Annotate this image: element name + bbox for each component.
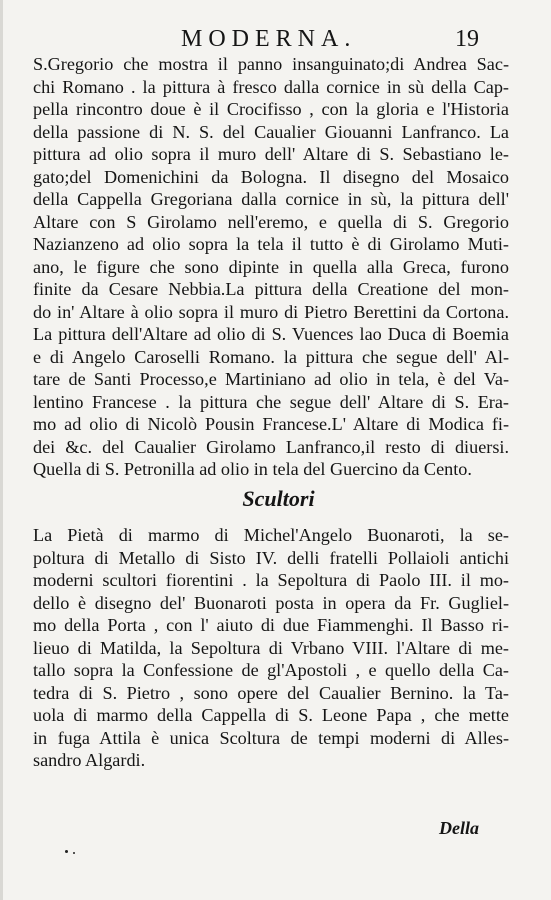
text-line: ano, le figure che sono dipinte in quella alla Greca, furono: [33, 256, 509, 277]
text-line: Nazianzeno ad olio sopra la tela il tutto è di Girolamo Muti-: [33, 234, 509, 254]
text-line: e di Angelo Caroselli Romano. la pittura che segue dell' Al-: [33, 346, 509, 367]
section-heading: Scultori: [242, 486, 315, 511]
text-line: Altare con S Girolamo nell'eremo, e quella di S. Gregorio: [33, 211, 509, 232]
text-line: La Pietà di marmo di Michel'Angelo Buonaroti, la se-: [33, 525, 509, 545]
text-line: gato;del Domenichini da Bologna. Il disegno del Mosaico: [33, 166, 509, 187]
page-header: [3, 26, 551, 56]
text-line: Quella di S. Petronilla ad olio in tela del Guercino da Cento.: [33, 459, 472, 479]
text-line: moderni scultori fiorentini . la Sepoltura di Paolo III. il mo-: [33, 570, 509, 590]
main-text-block: [33, 53, 509, 481]
text-line: mo ad olio di Nicolò Pousin Francese.L' Altare di Modica fi-: [33, 414, 509, 434]
text-line: do in' Altare à olio sopra il muro di Pietro Berettini da Cortona.: [33, 301, 509, 322]
text-line: dei &c. del Caualier Girolamo Lanfranco,il resto di diuersi.: [33, 436, 509, 457]
catchword: Della: [439, 818, 479, 838]
text-line: finite da Cesare Nebbia.La pittura della Creatione del mon-: [33, 279, 509, 299]
text-line: lieuo di Matilda, la Sepoltura di Vrbano VIII. l'Altare di me-: [33, 637, 509, 658]
text-line: S.Gregorio che mostra il panno insanguinato;di Andrea Sac-: [33, 54, 509, 74]
text-line: sandro Algardi.: [33, 750, 146, 770]
running-head: MODERNA.: [181, 26, 357, 52]
text-line: tedra di S. Pietro , sono opere del Caualier Bernino. la Ta-: [33, 682, 509, 703]
text-line: lentino Francese . la pittura che segue dell' Altare di S. Era-: [33, 391, 509, 412]
sculptors-text-block: [33, 524, 509, 772]
text-line: tallo sopra la Confessione de gl'Apostoli , e quello della Ca-: [33, 660, 509, 680]
text-line: La pittura dell'Altare ad olio di S. Vuences lao Duca di Boemia: [33, 324, 509, 344]
text-line: mo della Porta , con l' aiuto di due Fiammenghi. Il Basso ri-: [33, 615, 509, 635]
text-line: in fuga Attila è unica Scoltura de tempi moderni di Alles-: [33, 727, 509, 748]
ink-speck: [73, 852, 75, 854]
text-line: pittura ad olio sopra il muro dell' Altare di S. Sebastiano le-: [33, 144, 509, 164]
text-line: dello è disegno del' Buonaroti posta in opera da Fr. Gugliel-: [33, 592, 509, 613]
text-line: uola di marmo della Cappella di S. Leone Papa , che mette: [33, 705, 509, 725]
text-line: poltura di Metallo di Sisto IV. delli fratelli Pollaioli antichi: [33, 547, 509, 568]
page-number: 19: [455, 26, 479, 52]
text-line: pella rincontro doue è il Crocifisso , con la gloria e l'Historia: [33, 99, 509, 119]
text-line: della passione di N. S. del Caualier Giouanni Lanfranco. La: [33, 121, 509, 142]
text-line: tare de Santi Processo,e Martiniano ad olio in tela, è del Va-: [33, 369, 509, 389]
text-line: chi Romano . la pittura à fresco dalla cornice in sù della Cap-: [33, 76, 509, 97]
text-line: della Cappella Gregoriana dalla cornice in sù, la pittura dell': [33, 189, 509, 209]
ink-speck: [65, 850, 68, 853]
